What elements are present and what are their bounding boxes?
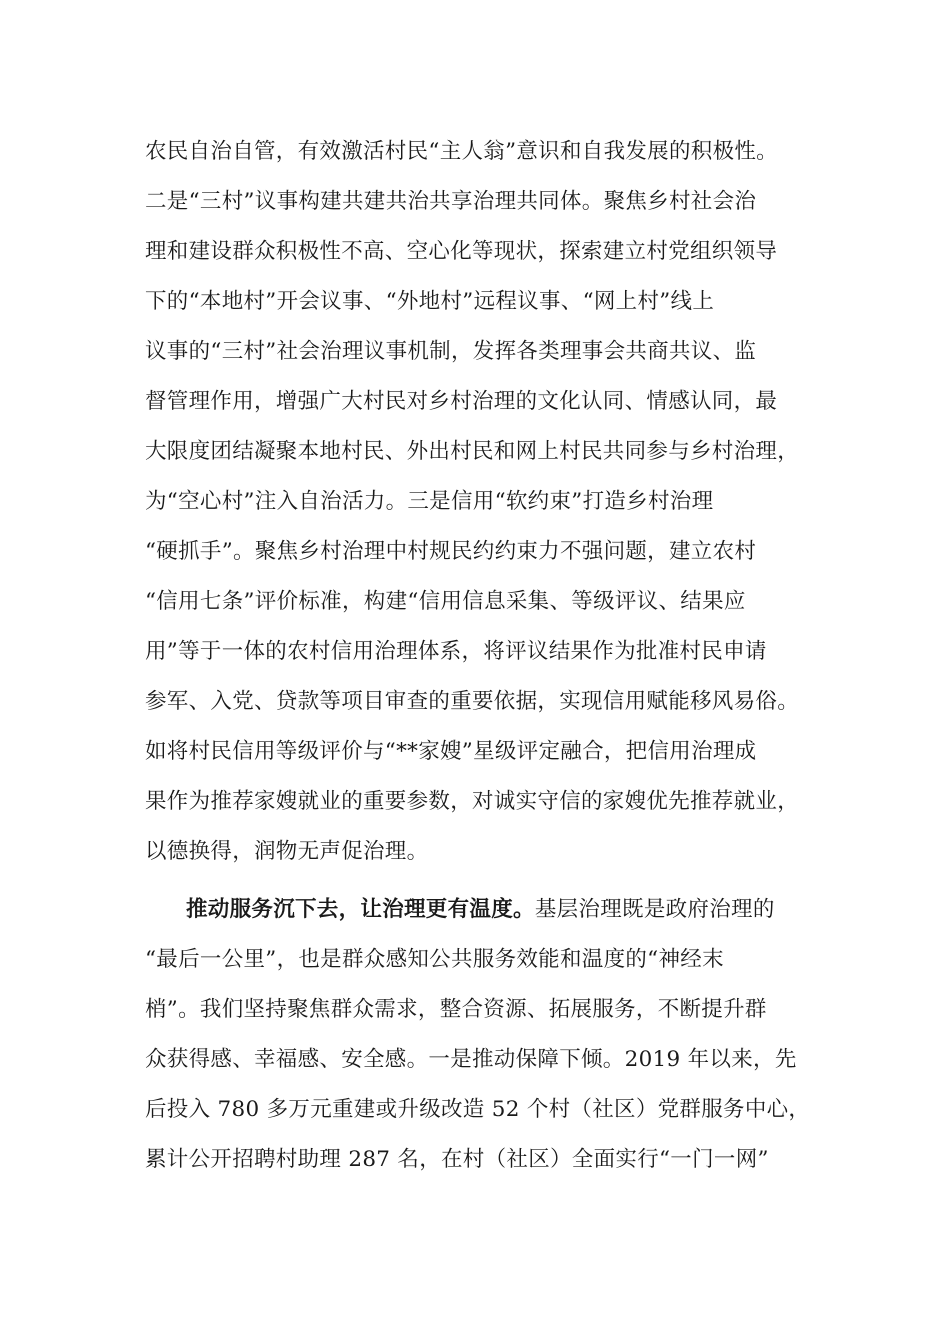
heading-continuation: 基层治理既是政府治理的: [534, 897, 775, 922]
text-line: 众获得感、幸福感、安全感。一是推动保障下倾。2019 年以来，先: [145, 1047, 797, 1072]
text-line: 参军、入党、贷款等项目审查的重要依据，实现信用赋能移风易俗。: [145, 689, 800, 714]
text-line: 梢”。我们坚持聚焦群众需求，整合资源、拓展服务，不断提升群: [145, 997, 767, 1022]
text-line: “硬抓手”。聚焦乡村治理中村规民约约束力不强问题，建立农村: [145, 539, 757, 564]
text-line: 以德换得，润物无声促治理。: [145, 839, 429, 864]
text-line: 累计公开招聘村助理 287 名，在村（社区）全面实行“一门一网”: [145, 1147, 769, 1172]
text-line: 督管理作用，增强广大村民对乡村治理的文化认同、情感认同，最: [145, 389, 778, 414]
text-line: 用”等于一体的农村信用治理体系，将评议结果作为批准村民申请: [145, 639, 767, 664]
text-line: 二是“三村”议事构建共建共治共享治理共同体。聚焦乡村社会治: [145, 189, 757, 214]
text-line: “信用七条”评价标准，构建“信用信息采集、等级评议、结果应: [145, 589, 746, 614]
text-line: 大限度团结凝聚本地村民、外出村民和网上村民共同参与乡村治理，: [145, 439, 800, 464]
text-line: 农民自治自管，有效激活村民“主人翁”意识和自我发展的积极性。: [145, 139, 778, 164]
text-line-first: [186, 893, 826, 927]
text-line: 下的“本地村”开会议事、“外地村”远程议事、“网上村”线上: [145, 289, 715, 314]
text-line: 如将村民信用等级评价与“**家嫂”星级评定融合，把信用治理成: [145, 739, 757, 764]
section-heading: 推动服务沉下去，让治理更有温度。: [186, 897, 535, 922]
text-line: “最后一公里”，也是群众感知公共服务效能和温度的“神经末: [145, 947, 724, 972]
text-line: 议事的“三村”社会治理议事机制，发挥各类理事会共商共议、监: [145, 339, 757, 364]
text-line: 为“空心村”注入自治活力。三是信用“软约束”打造乡村治理: [145, 489, 714, 514]
text-line: 理和建设群众积极性不高、空心化等现状，探索建立村党组织领导: [145, 239, 778, 264]
text-line: 果作为推荐家嫂就业的重要参数，对诚实守信的家嫂优先推荐就业，: [145, 789, 800, 814]
text-line: 后投入 780 多万元重建或升级改造 52 个村（社区）党群服务中心，: [145, 1097, 811, 1122]
